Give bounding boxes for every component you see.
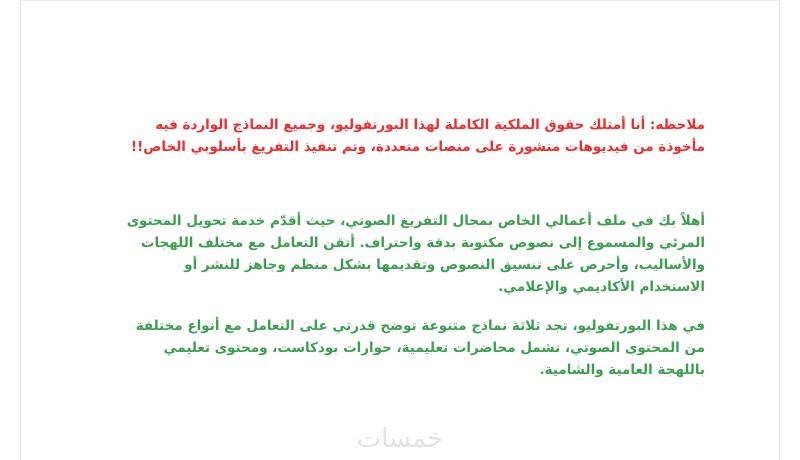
page-border-top [20, 0, 780, 1]
khamsat-watermark: خمسات [356, 424, 444, 454]
copyright-note: ملاحظه: أنا أمتلك حقوق الملكية الكاملة لهذا البورتفوليو، وجميع النماذج الواردة فيه مأخوذة من فيديوهات منشورة على منصات متعددة، وتم تنفيذ التفريغ بأسلوبي الخاص!! [130, 117, 705, 155]
intro-paragraph: أهلاً بك في ملف أعمالي الخاص بمجال التفريغ الصوتي، حيث أقدّم خدمة تحويل المحتوى المرئي والمسموع إلى نصوص مكتوبة بدقة واحتراف. أتقن التعامل مع مختلف اللهجات والأساليب، وأحرص على تنسيق النصوص وتقديمها بشكل منظم وجاهز للنشر أو الاستخدام الأكاديمي والإعلامي. [126, 213, 705, 295]
page-border-left [20, 0, 21, 460]
portfolio-paragraph: في هذا البورتفوليو، تجد ثلاثة نماذج متنوعة توضح قدرتي على التعامل مع أنواع مختلفة من المحتوى الصوتي، تشمل محاضرات تعليمية، حوارات بودكاست، ومحتوى تعليمي باللهجة العامية والشامية. [135, 318, 705, 378]
page-border-right [779, 0, 780, 460]
